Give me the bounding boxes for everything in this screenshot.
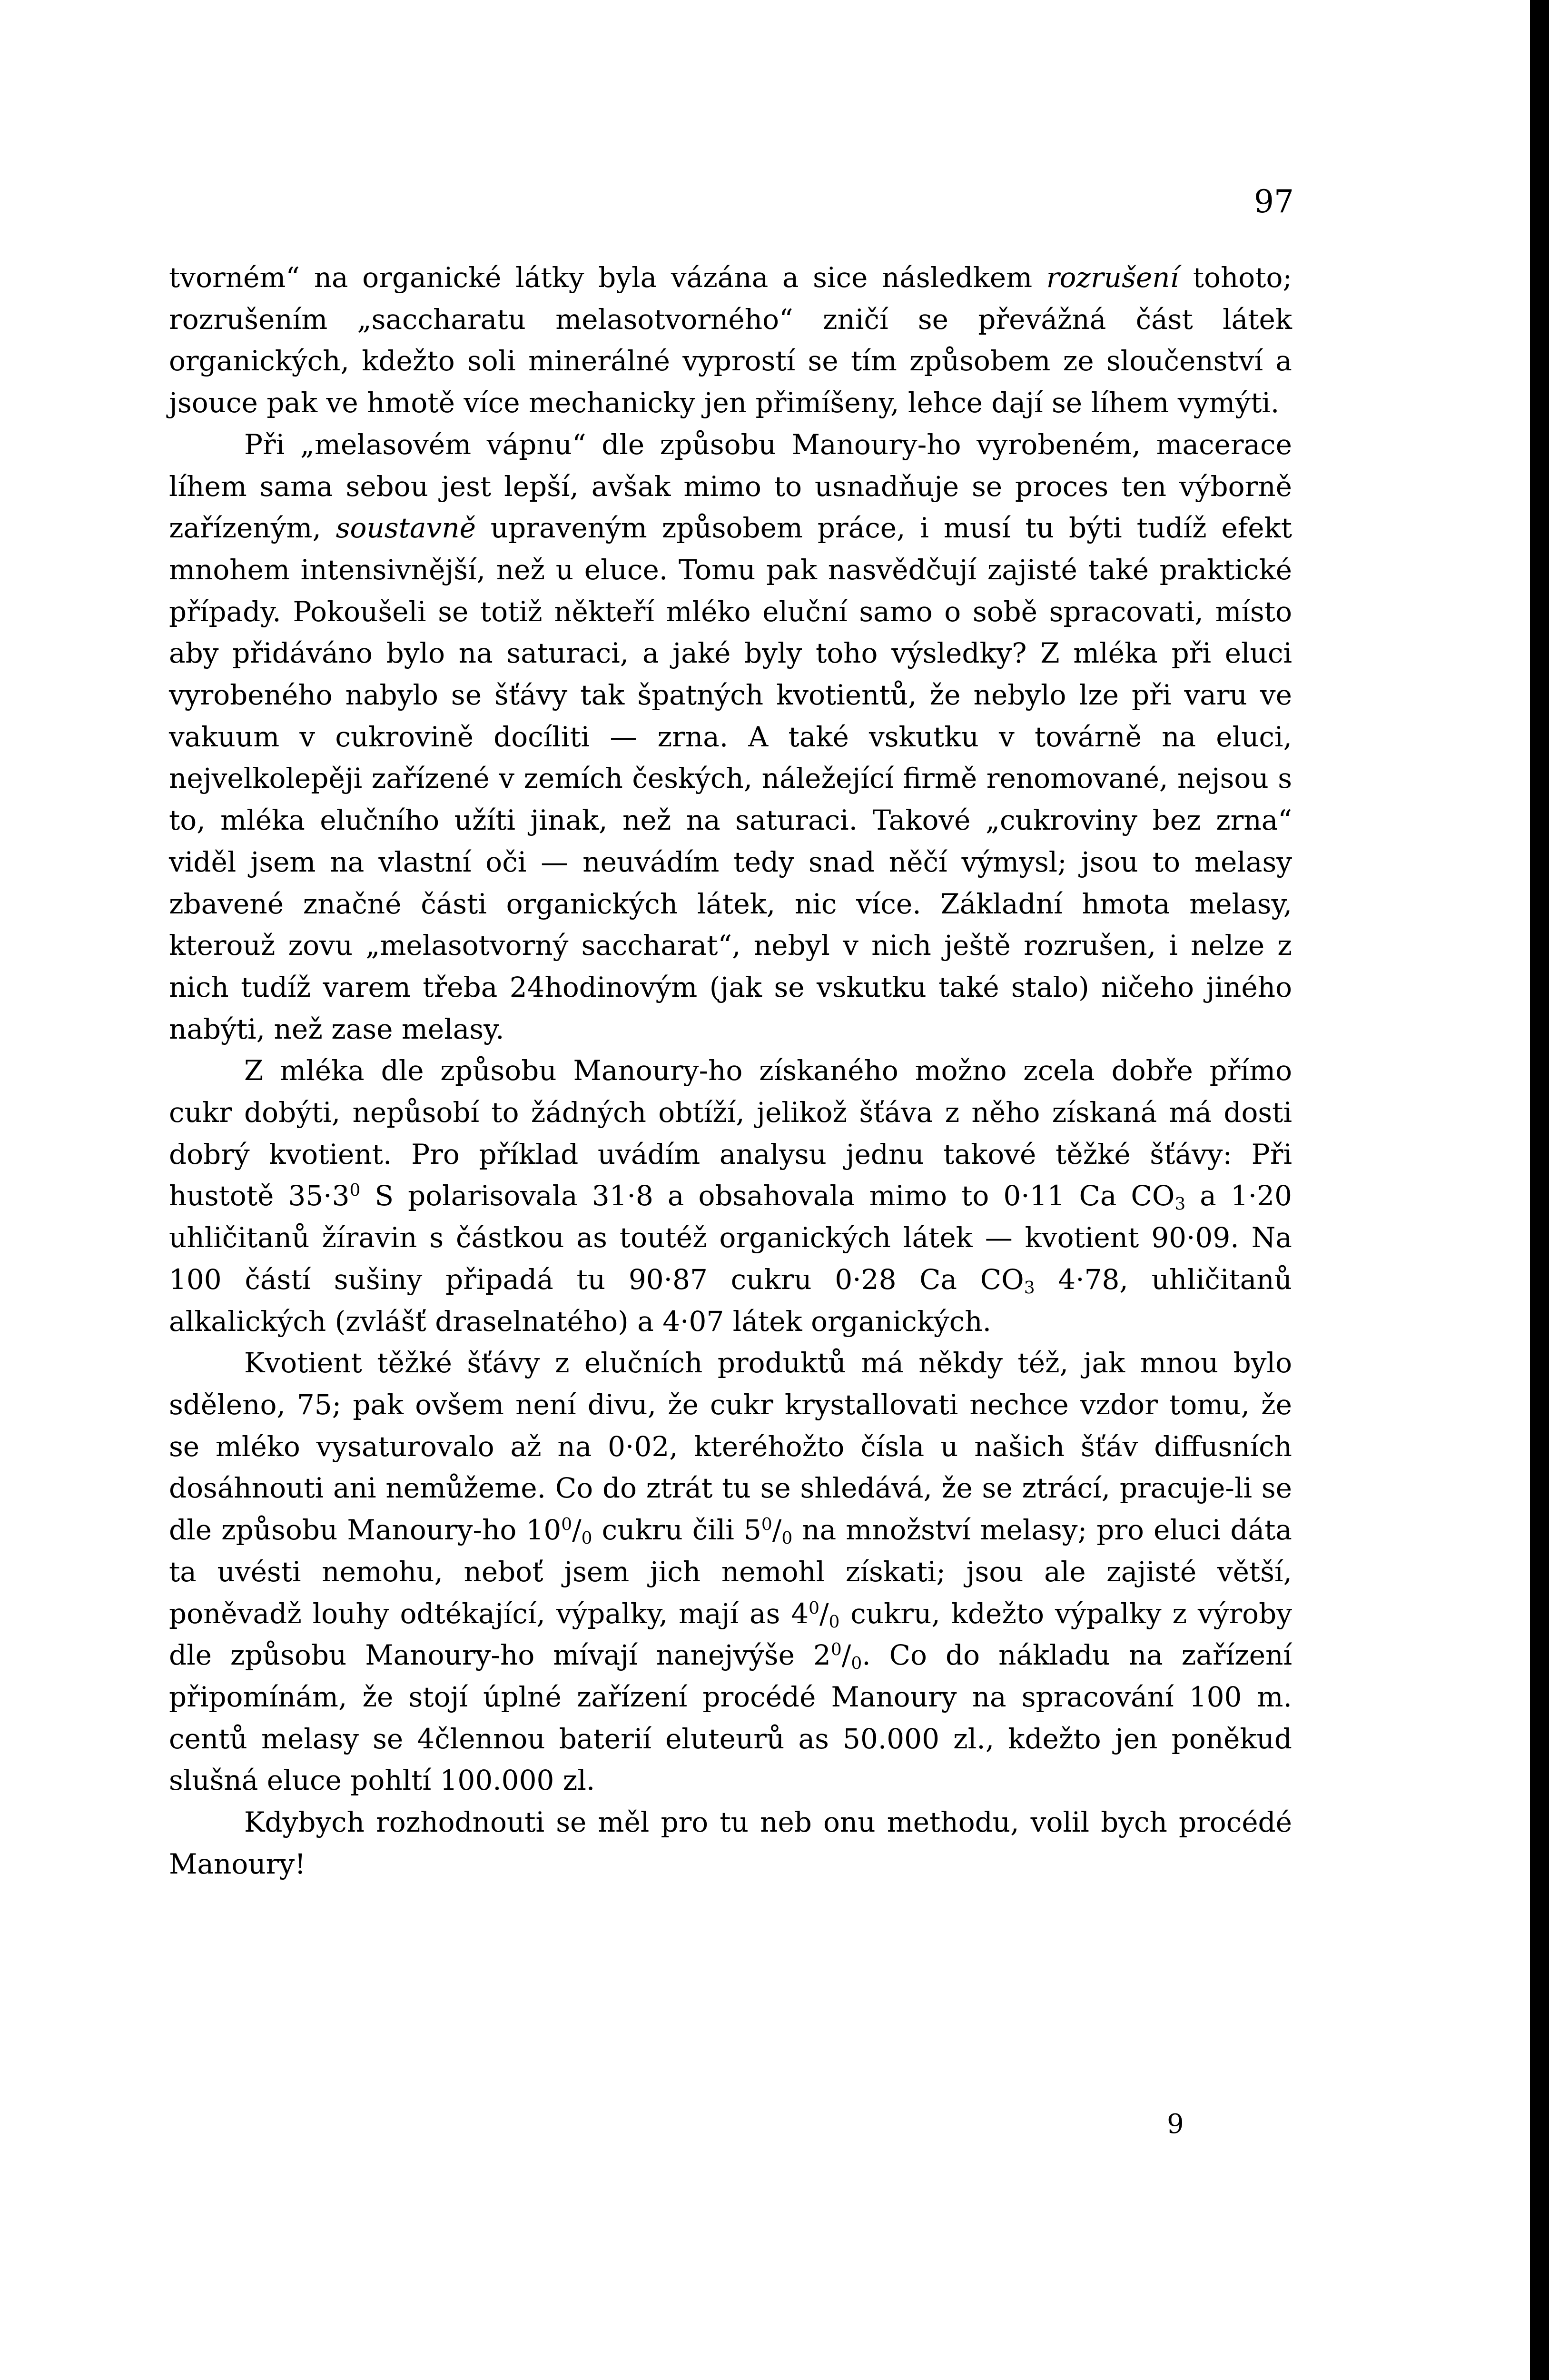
text-segment: 0 [581, 1528, 592, 1548]
text-segment: 0 [561, 1515, 572, 1535]
text-segment: cukru čili 5 [592, 1514, 761, 1547]
text-segment: Kdybych rozhodnouti se měl pro tu neb onu methodu, volil bych procédé Manoury! [169, 1806, 1292, 1880]
scan-edge [1530, 0, 1549, 2380]
text-segment: tvorném“ na organické látky byla vázána a sice následkem [169, 261, 1046, 294]
text-segment: rozrušení [1046, 261, 1179, 294]
page-number: 97 [1254, 183, 1294, 220]
text-segment: cukru, kdežto výpalky z výroby dle způsobu Manoury-ho mívají nanejvýše 2 [169, 1597, 1292, 1672]
text-segment: / [819, 1597, 829, 1630]
text-segment: 3 [1024, 1278, 1035, 1298]
text-segment: Kvotient těžké šťávy z elučních produktů má někdy též, jak mnou bylo sděleno, 75; pak ovšem není divu, že cukr krystallovati nechce vzdor tomu, že se mléko vysaturovalo až na 0·02, kteréhožto čísla u našich šťáv diffusních dosáhnouti ani nemůžeme. Co do ztrát tu se shledává, že se ztrácí, pracuje-li se dle způsobu Manoury-ho 10 [169, 1347, 1292, 1547]
paragraph-p5 [169, 1802, 1292, 1885]
text-segment: / [841, 1639, 851, 1672]
text-segment: 4·78, uhličitanů alkalických (zvlášť draselnatého) a 4·07 látek organických. [169, 1263, 1292, 1338]
text-segment: 0 [830, 1640, 842, 1660]
text-segment: Z mléka dle způsobu Manoury-ho získaného možno zcela dobře přímo cukr dobýti, nepůsobí to žádných obtíží, jelikož šťáva z něho získaná má dosti dobrý kvotient. Pro příklad uvádím analysu jednu takové těžké šťávy: Při hustotě 35·3 [169, 1054, 1292, 1212]
paragraph-p2 [169, 424, 1292, 1051]
text-segment: 0 [829, 1612, 840, 1632]
text-segment: 0 [349, 1180, 361, 1200]
text-segment: . Co do nákladu na zařízení připomínám, že stojí úplné zařízení procédé Manoury na spracování 100 m. centů melasy se 4člennou baterií eluteurů as 50.000 zl., kdežto jen poněkud slušná eluce pohltí 100.000 zl. [169, 1639, 1292, 1797]
text-segment: / [772, 1514, 782, 1547]
text-segment: 0 [851, 1654, 862, 1674]
paragraph-p3 [169, 1050, 1292, 1342]
text-segment: tohoto; rozrušením „saccharatu melasotvorného“ zničí se převážná část látek organických, kdežto soli minerálné vyprostí se tím způsobem ze sloučenství a jsouce pak ve hmotě více mechanicky jen přimíšeny, lehce dají se líhem vymýti. [169, 261, 1292, 419]
text-segment: 0 [781, 1528, 793, 1548]
signature-mark: 9 [1167, 2109, 1184, 2140]
text-segment: a 1·20 uhličitanů žíravin s částkou as toutéž organických látek — kvotient 90·09. Na 100 částí sušiny připadá tu 90·87 cukru 0·28 Ca CO [169, 1180, 1292, 1296]
text-segment: 0 [809, 1598, 819, 1618]
text-segment: Při „melasovém vápnu“ dle způsobu Manoury-ho vyrobeném, macerace líhem sama sebou jest lepší, avšak mimo to usnadňuje se proces ten výborně zařízeným, [169, 428, 1292, 545]
text-segment: / [572, 1514, 582, 1547]
text-segment: soustavně [335, 512, 476, 545]
text-segment: 0 [761, 1515, 772, 1535]
body-text [169, 257, 1292, 1885]
paragraph-p4 [169, 1342, 1292, 1802]
text-segment: upraveným způsobem práce, i musí tu býti tudíž efekt mnohem intensivnější, než u eluce. Tomu pak nasvědčují zajisté také praktické případy. Pokoušeli se totiž někteří mléko eluční samo o sobě spracovati, místo aby přidáváno bylo na saturaci, a jaké byly toho výsledky? Z mléka při eluci vyrobeného nabylo se šťávy tak špatných kvotientů, že nebylo lze při varu ve vakuum v cukrovině docíliti — zrna. A také vskutku v továrně na eluci, nejvelkolepěji zařízené v zemích českých, náležející firmě renomované, nejsou s to, mléka elučního užíti jinak, než na saturaci. Takové „cukroviny bez zrna“ viděl jsem na vlastní oči — neuvádím tedy snad něčí výmysl; jsou to melasy zbavené značné části organických látek, nic více. Základní hmota melasy, kterouž zovu „melasotvorný saccharat“, nebyl v nich ještě rozrušen, i nelze z nich tudíž varem třeba 24hodinovým (jak se vskutku také stalo) ničeho jiného nabýti, než zase melasy. [169, 512, 1292, 1045]
paragraph-p1 [169, 257, 1292, 424]
text-segment: 3 [1174, 1194, 1186, 1214]
text-segment: S polarisovala 31·8 a obsahovala mimo to 0·11 Ca CO [360, 1180, 1175, 1212]
text-segment: na množství melasy; pro eluci dáta ta uvésti nemohu, neboť jsem jich nemohl získati; jsou ale zajisté větší, poněvadž louhy odtékající, výpalky, mají as 4 [169, 1514, 1292, 1630]
